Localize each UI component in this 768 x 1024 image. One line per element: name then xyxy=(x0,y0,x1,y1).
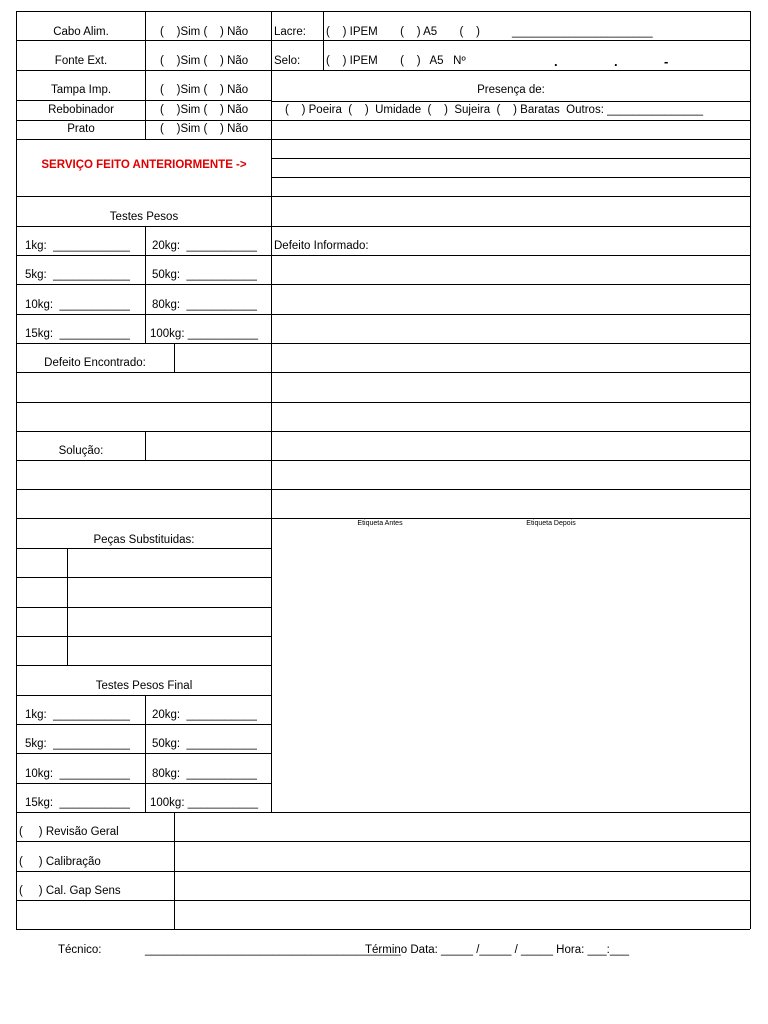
servico-anterior-label: SERVIÇO FEITO ANTERIORMENTE -> xyxy=(41,159,247,171)
prato-options[interactable]: ( )Sim ( ) Não xyxy=(160,123,249,135)
selo-separator: . xyxy=(614,54,618,69)
tampa-options[interactable]: ( )Sim ( ) Não xyxy=(160,84,249,96)
testes-final-title: Testes Pesos Final xyxy=(95,680,193,692)
final-1kg-field[interactable]: 1kg: ____________ xyxy=(25,709,130,721)
selo-options[interactable]: ( ) IPEM ( ) A5 Nº xyxy=(326,55,466,67)
fonte-label: Fonte Ext. xyxy=(54,55,108,67)
final-50kg-field[interactable]: 50kg: ___________ xyxy=(152,738,257,750)
revisao-geral-checkbox[interactable]: ( ) Revisão Geral xyxy=(19,826,119,838)
peso-1kg-field[interactable]: 1kg: ____________ xyxy=(25,240,130,252)
rebob-options[interactable]: ( )Sim ( ) Não xyxy=(160,104,249,116)
final-15kg-field[interactable]: 15kg: ___________ xyxy=(25,797,130,809)
final-20kg-field[interactable]: 20kg: ___________ xyxy=(152,709,257,721)
tecnico-field[interactable]: ________________________________________ xyxy=(145,944,401,956)
final-80kg-field[interactable]: 80kg: ___________ xyxy=(152,768,257,780)
peso-100kg-field[interactable]: 100kg: ___________ xyxy=(150,328,259,340)
peso-20kg-field[interactable]: 20kg: ___________ xyxy=(152,240,257,252)
cabo-options[interactable]: ( )Sim ( ) Não xyxy=(160,26,249,38)
presenca-title: Presença de: xyxy=(477,84,545,96)
rebob-label: Rebobinador xyxy=(48,104,114,116)
prato-label: Prato xyxy=(67,123,95,135)
peso-10kg-field[interactable]: 10kg: ___________ xyxy=(25,299,130,311)
cal-gap-sens-checkbox[interactable]: ( ) Cal. Gap Sens xyxy=(19,885,121,897)
lacre-options[interactable]: ( ) IPEM ( ) A5 ( ) xyxy=(326,26,480,38)
presenca-options[interactable]: ( ) Poeira ( ) Umidade ( ) Sujeira ( ) Baratas Outros: _______________ xyxy=(285,104,704,116)
peso-80kg-field[interactable]: 80kg: ___________ xyxy=(152,299,257,311)
selo-separator: . xyxy=(554,54,558,69)
cabo-label: Cabo Alim. xyxy=(53,26,109,38)
final-10kg-field[interactable]: 10kg: ___________ xyxy=(25,768,130,780)
peso-5kg-field[interactable]: 5kg: ____________ xyxy=(25,269,130,281)
termino-data-field[interactable]: Término Data: _____ /_____ / _____ Hora: ___:___ xyxy=(365,944,630,956)
calibracao-checkbox[interactable]: ( ) Calibração xyxy=(19,856,101,868)
peso-15kg-field[interactable]: 15kg: ___________ xyxy=(25,328,130,340)
lacre-field[interactable]: ______________________ xyxy=(512,26,653,38)
defeito-encontrado-label: Defeito Encontrado: xyxy=(44,357,146,369)
fonte-options[interactable]: ( )Sim ( ) Não xyxy=(160,55,249,67)
selo-label: Selo: xyxy=(274,55,301,67)
etiqueta-antes-label: Etiqueta Antes xyxy=(357,520,403,527)
peso-50kg-field[interactable]: 50kg: ___________ xyxy=(152,269,257,281)
etiqueta-depois-label: Etiqueta Depois xyxy=(526,520,576,527)
tecnico-label: Técnico: xyxy=(58,944,102,956)
solucao-label: Solução: xyxy=(58,445,104,457)
tampa-label: Tampa Imp. xyxy=(50,84,112,96)
testes-pesos-title: Testes Pesos xyxy=(109,211,179,223)
selo-separator: - xyxy=(664,54,669,69)
defeito-informado-label: Defeito Informado: xyxy=(274,240,369,252)
final-100kg-field[interactable]: 100kg: ___________ xyxy=(150,797,259,809)
pecas-title: Peças Substituidas: xyxy=(93,534,195,546)
lacre-label: Lacre: xyxy=(274,26,306,38)
final-5kg-field[interactable]: 5kg: ____________ xyxy=(25,738,130,750)
